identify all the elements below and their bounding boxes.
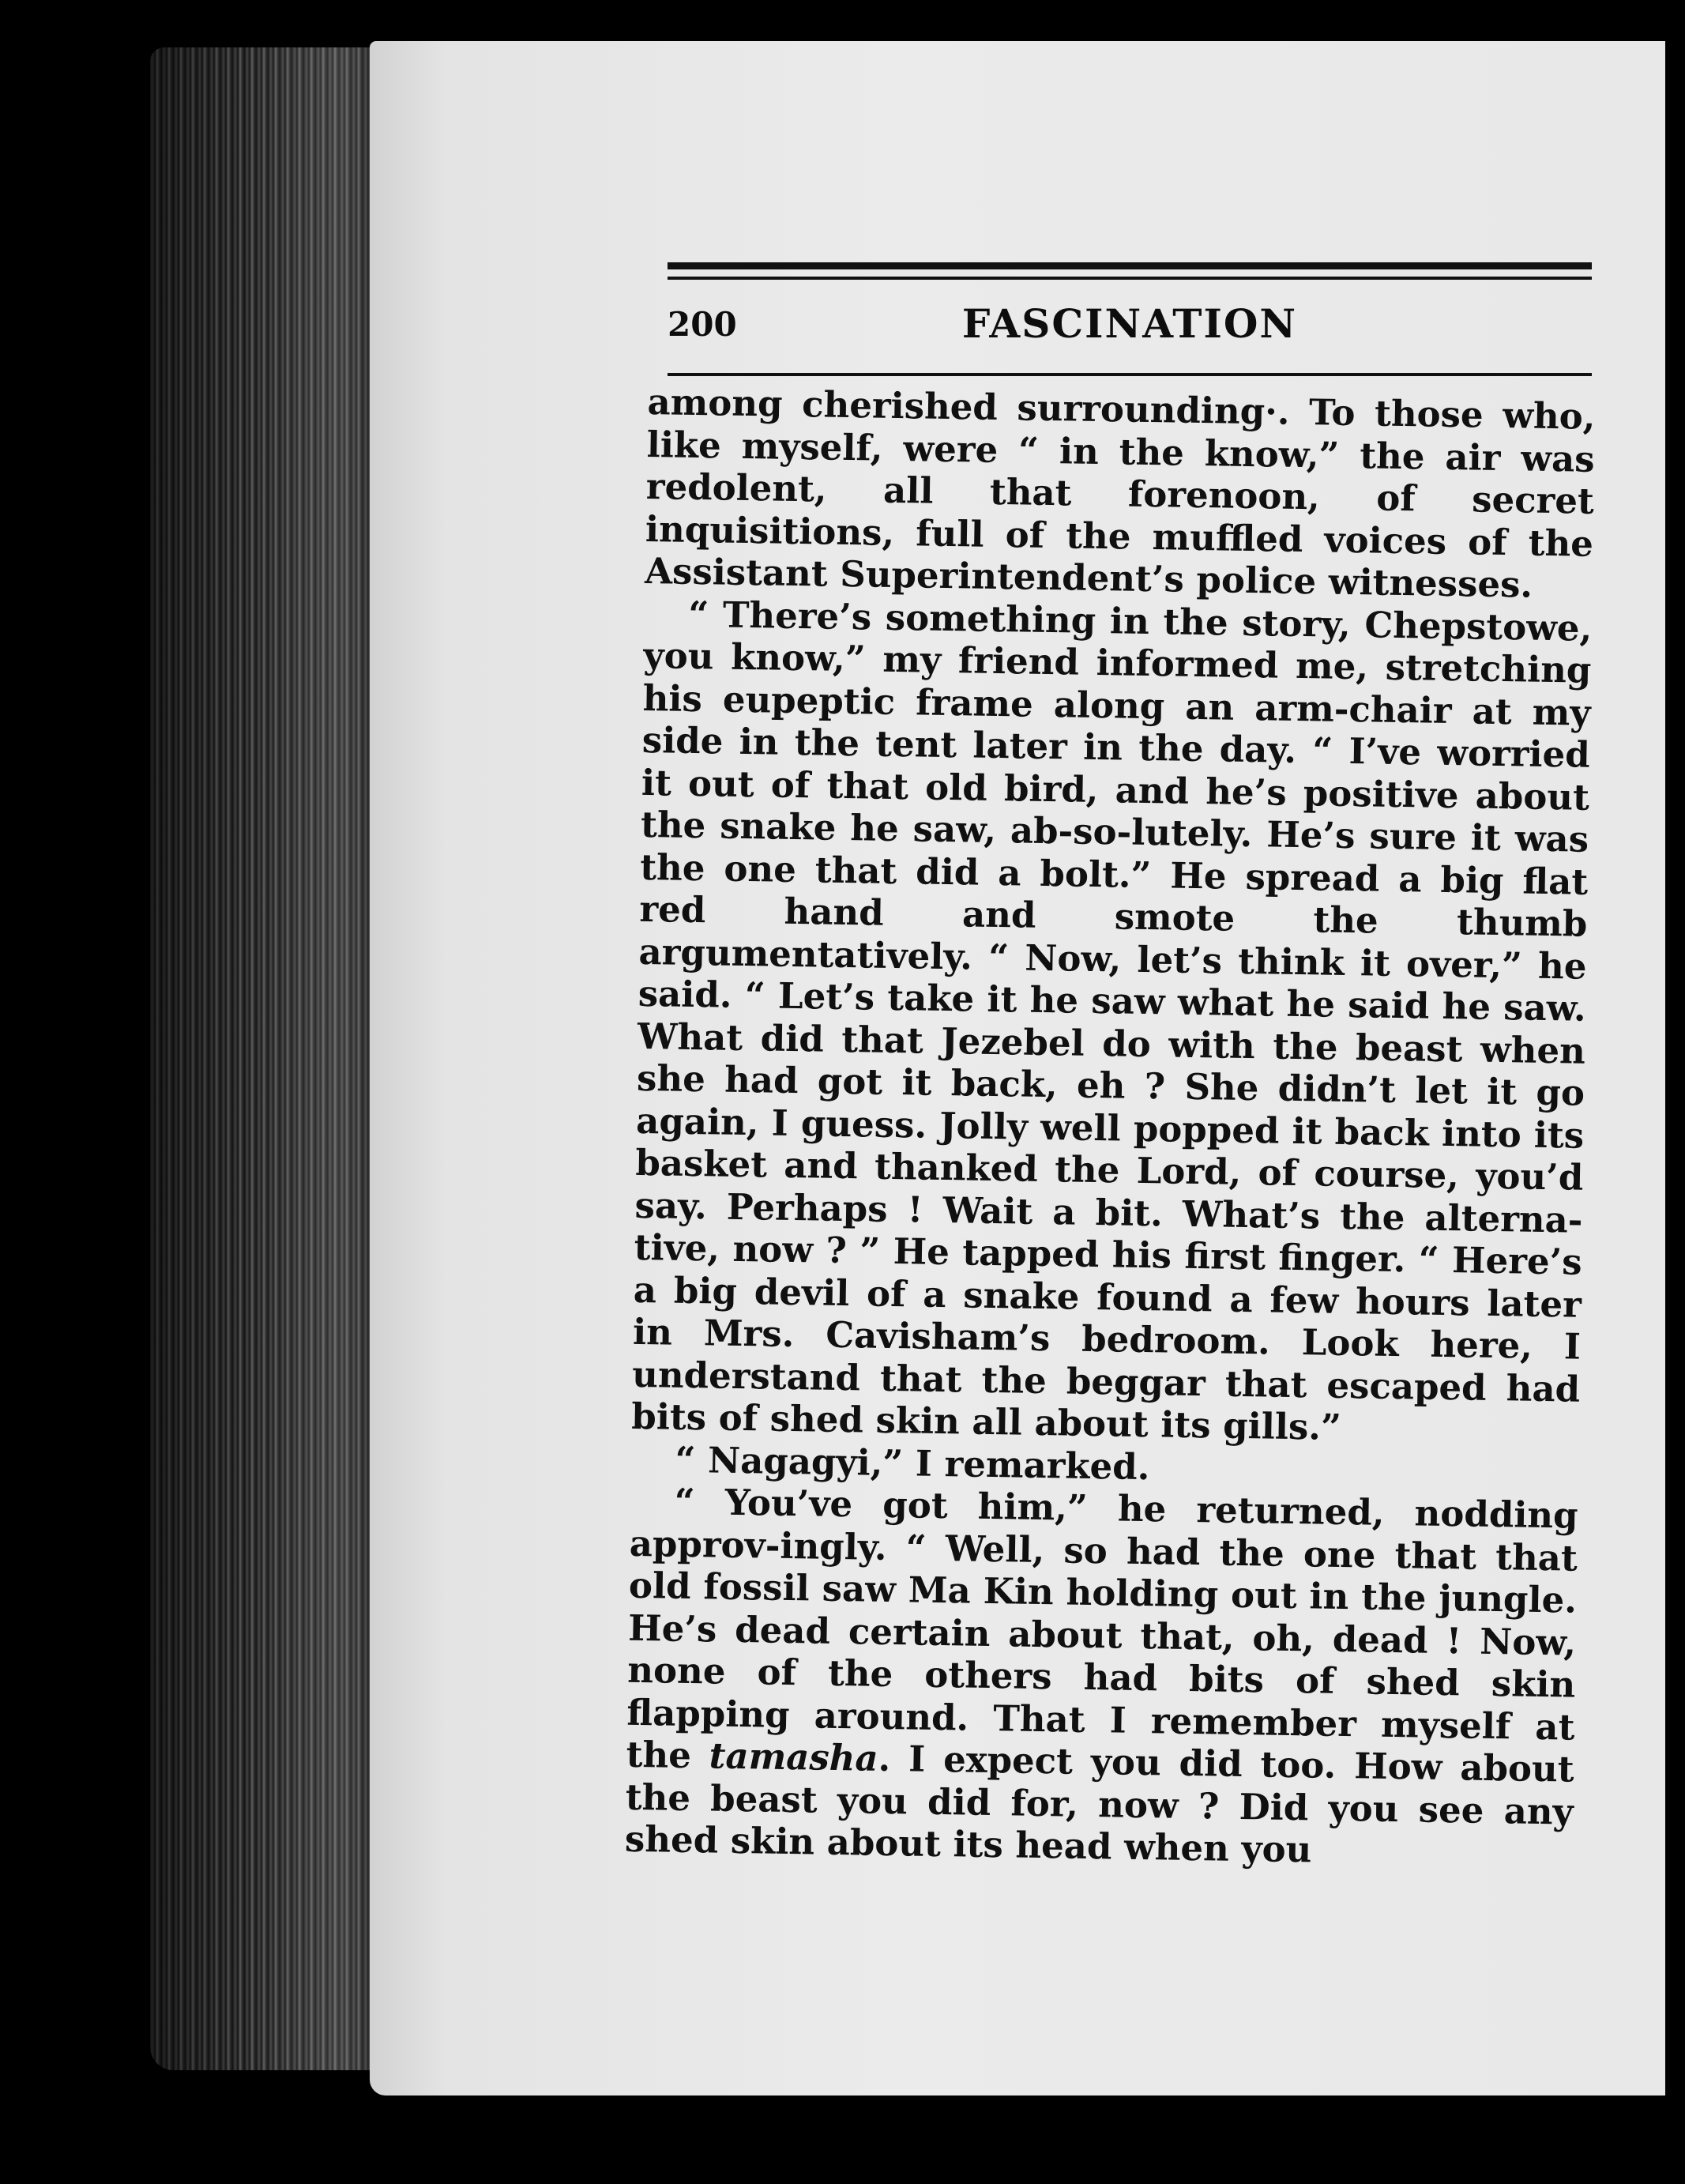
- header-rule-thick: [668, 262, 1592, 269]
- page-title: FASCINATION: [961, 300, 1298, 347]
- paragraph: “ Nagagyi,” I remarked.: [675, 1438, 1150, 1488]
- paragraph: among cherished surrounding·. To those who, like myself, were “ in the know,” the air was redolent, all that forenoon, of secret inquisitions, full of the muffled voices of the Assistant Superintendent’s police witnesses.: [644, 381, 1596, 606]
- page-number: 200: [668, 305, 737, 344]
- page-edges-shadow: [150, 47, 403, 2070]
- header-rule-under: [668, 373, 1592, 376]
- paragraph-text: “ You’ve got him,” he returned, nodding approv-ingly. “ Well, so had the one that that old fossil saw Ma Kin holding out in the jungle. He’s dead certain about that, oh, dead ! Now, none of the others had bits of shed skin flapping around. That I remember myself at the: [626, 1480, 1579, 1777]
- running-head: [668, 300, 1592, 356]
- body-text: [625, 381, 1596, 1875]
- paragraph: [625, 1480, 1578, 1875]
- paragraph: “ There’s something in the story, Chepstowe, you know,” my friend informed me, stretching his eupeptic frame along an arm-chair at my side in the tent later in the day. “ I’ve worried it out of that old bird, and he’s positive about the snake he saw, ab-so-lutely. He’s sure it was the one that did a bolt.” He spread a big flat red hand and smote the thumb argumentatively. “ Now, let’s think it over,” he said. “ Let’s take it he saw what he said he saw. What did that Jezebel do with the beast when she had got it back, eh ? She didn’t let it go again, I guess. Jolly well popped it back into its basket and thanked the Lord, of course, you’d say. Perhaps ! Wait a bit. What’s the alterna-tive, now ? ” He tapped his first finger. “ Here’s a big devil of a snake found a few hours later in Mrs. Cavisham’s bedroom. Look here, I understand that the beggar that escaped had bits of shed skin all about its gills.”: [630, 593, 1593, 1448]
- paragraph-text: . I expect you did too. How about the beast you did for, now ? Did you see any shed skin about its head when you: [624, 1737, 1574, 1871]
- header-rule-thin: [668, 277, 1592, 280]
- italic-word: tamasha: [709, 1734, 879, 1779]
